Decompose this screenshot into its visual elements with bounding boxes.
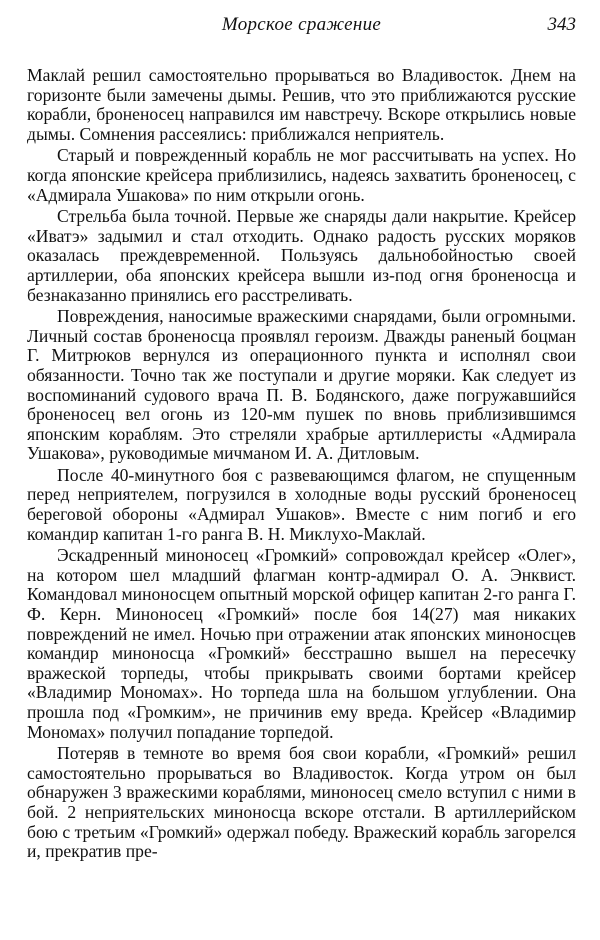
paragraph: Повреждения, наносимые вражескими снарядами, были огромными. Личный состав броненосца проявлял героизм. Дважды раненый боцман Г. Митрюков вернулся из операционного пункта и исполнял свои обязанности. Точно так же поступали и другие моряки. Как следует из воспоминаний судового врача П. В. Бодянского, даже погружавшийся броненосец вел огонь из 120-мм пушек по вновь приблизившимся японским кораблям. Это стреляли храбрые артиллеристы «Адмирала Ушакова», руководимые мичманом И. А. Дитловым.: [27, 306, 576, 464]
paragraph: После 40-минутного боя с развевающимся флагом, не спущенным перед неприятелем, погрузился в холодные воды русский броненосец береговой обороны «Адмирал Ушаков». Вместе с ним погиб и его командир капитан 1-го ранга В. Н. Миклухо-Маклай.: [27, 464, 576, 544]
page-number: 343: [547, 14, 576, 35]
paragraph: Старый и поврежденный корабль не мог рассчитывать на успех. Но когда японские крейсера приблизились, надеясь захватить броненосец, с «Адмирала Ушакова» по ним открыли огонь.: [27, 145, 576, 205]
paragraph: Потеряв в темноте во время боя свои корабли, «Громкий» решил самостоятельно прорываться во Владивосток. Когда утром он был обнаружен 3 вражескими кораблями, миноносец смело вступил с ними в бой. 2 неприятельских миноносца вскоре отстали. В артиллерийском бою с третьим «Громкий» одержал победу. Вражеский корабль загорелся и, прекратив пре-: [27, 743, 576, 862]
book-page: [27, 14, 576, 864]
paragraph: Эскадренный миноносец «Громкий» сопровождал крейсер «Олег», на котором шел младший флагман контр-адмирал О. А. Энквист. Командовал миноносцем опытный морской офицер капитан 2-го ранга Г. Ф. Керн. Миноносец «Громкий» после боя 14(27) мая никаких повреждений не имел. Ночью при отражении атак японских миноносцев командир миноносца «Громкий» бесстрашно вышел на пересечку вражеской торпеды, чтобы прикрывать своими бортами крейсер «Владимир Мономах». Но торпеда шла на большом углублении. Она прошла под «Громким», не причинив ему вреда. Крейсер «Владимир Мономах» получил попадание торпедой.: [27, 545, 576, 742]
body-text: [27, 66, 576, 862]
paragraph-continuation: Маклай решил самостоятельно прорываться во Владивосток. Днем на горизонте были замечены дымы. Решив, что это приближаются русские корабли, броненосец направился им навстречу. Вскоре открылись новые дымы. Сомнения рассеялись: приближался неприятель.: [27, 65, 576, 144]
running-header: [27, 14, 576, 44]
paragraph: Стрельба была точной. Первые же снаряды дали накрытие. Крейсер «Иватэ» задымил и стал отходить. Однако радость русских моряков оказалась преждевременной. Пользуясь дальнобойностью своей артиллерии, оба японских крейсера вышли из-под огня броненосца и безнаказанно принялись его расстреливать.: [27, 206, 576, 305]
running-title: Морское сражение: [221, 14, 382, 35]
